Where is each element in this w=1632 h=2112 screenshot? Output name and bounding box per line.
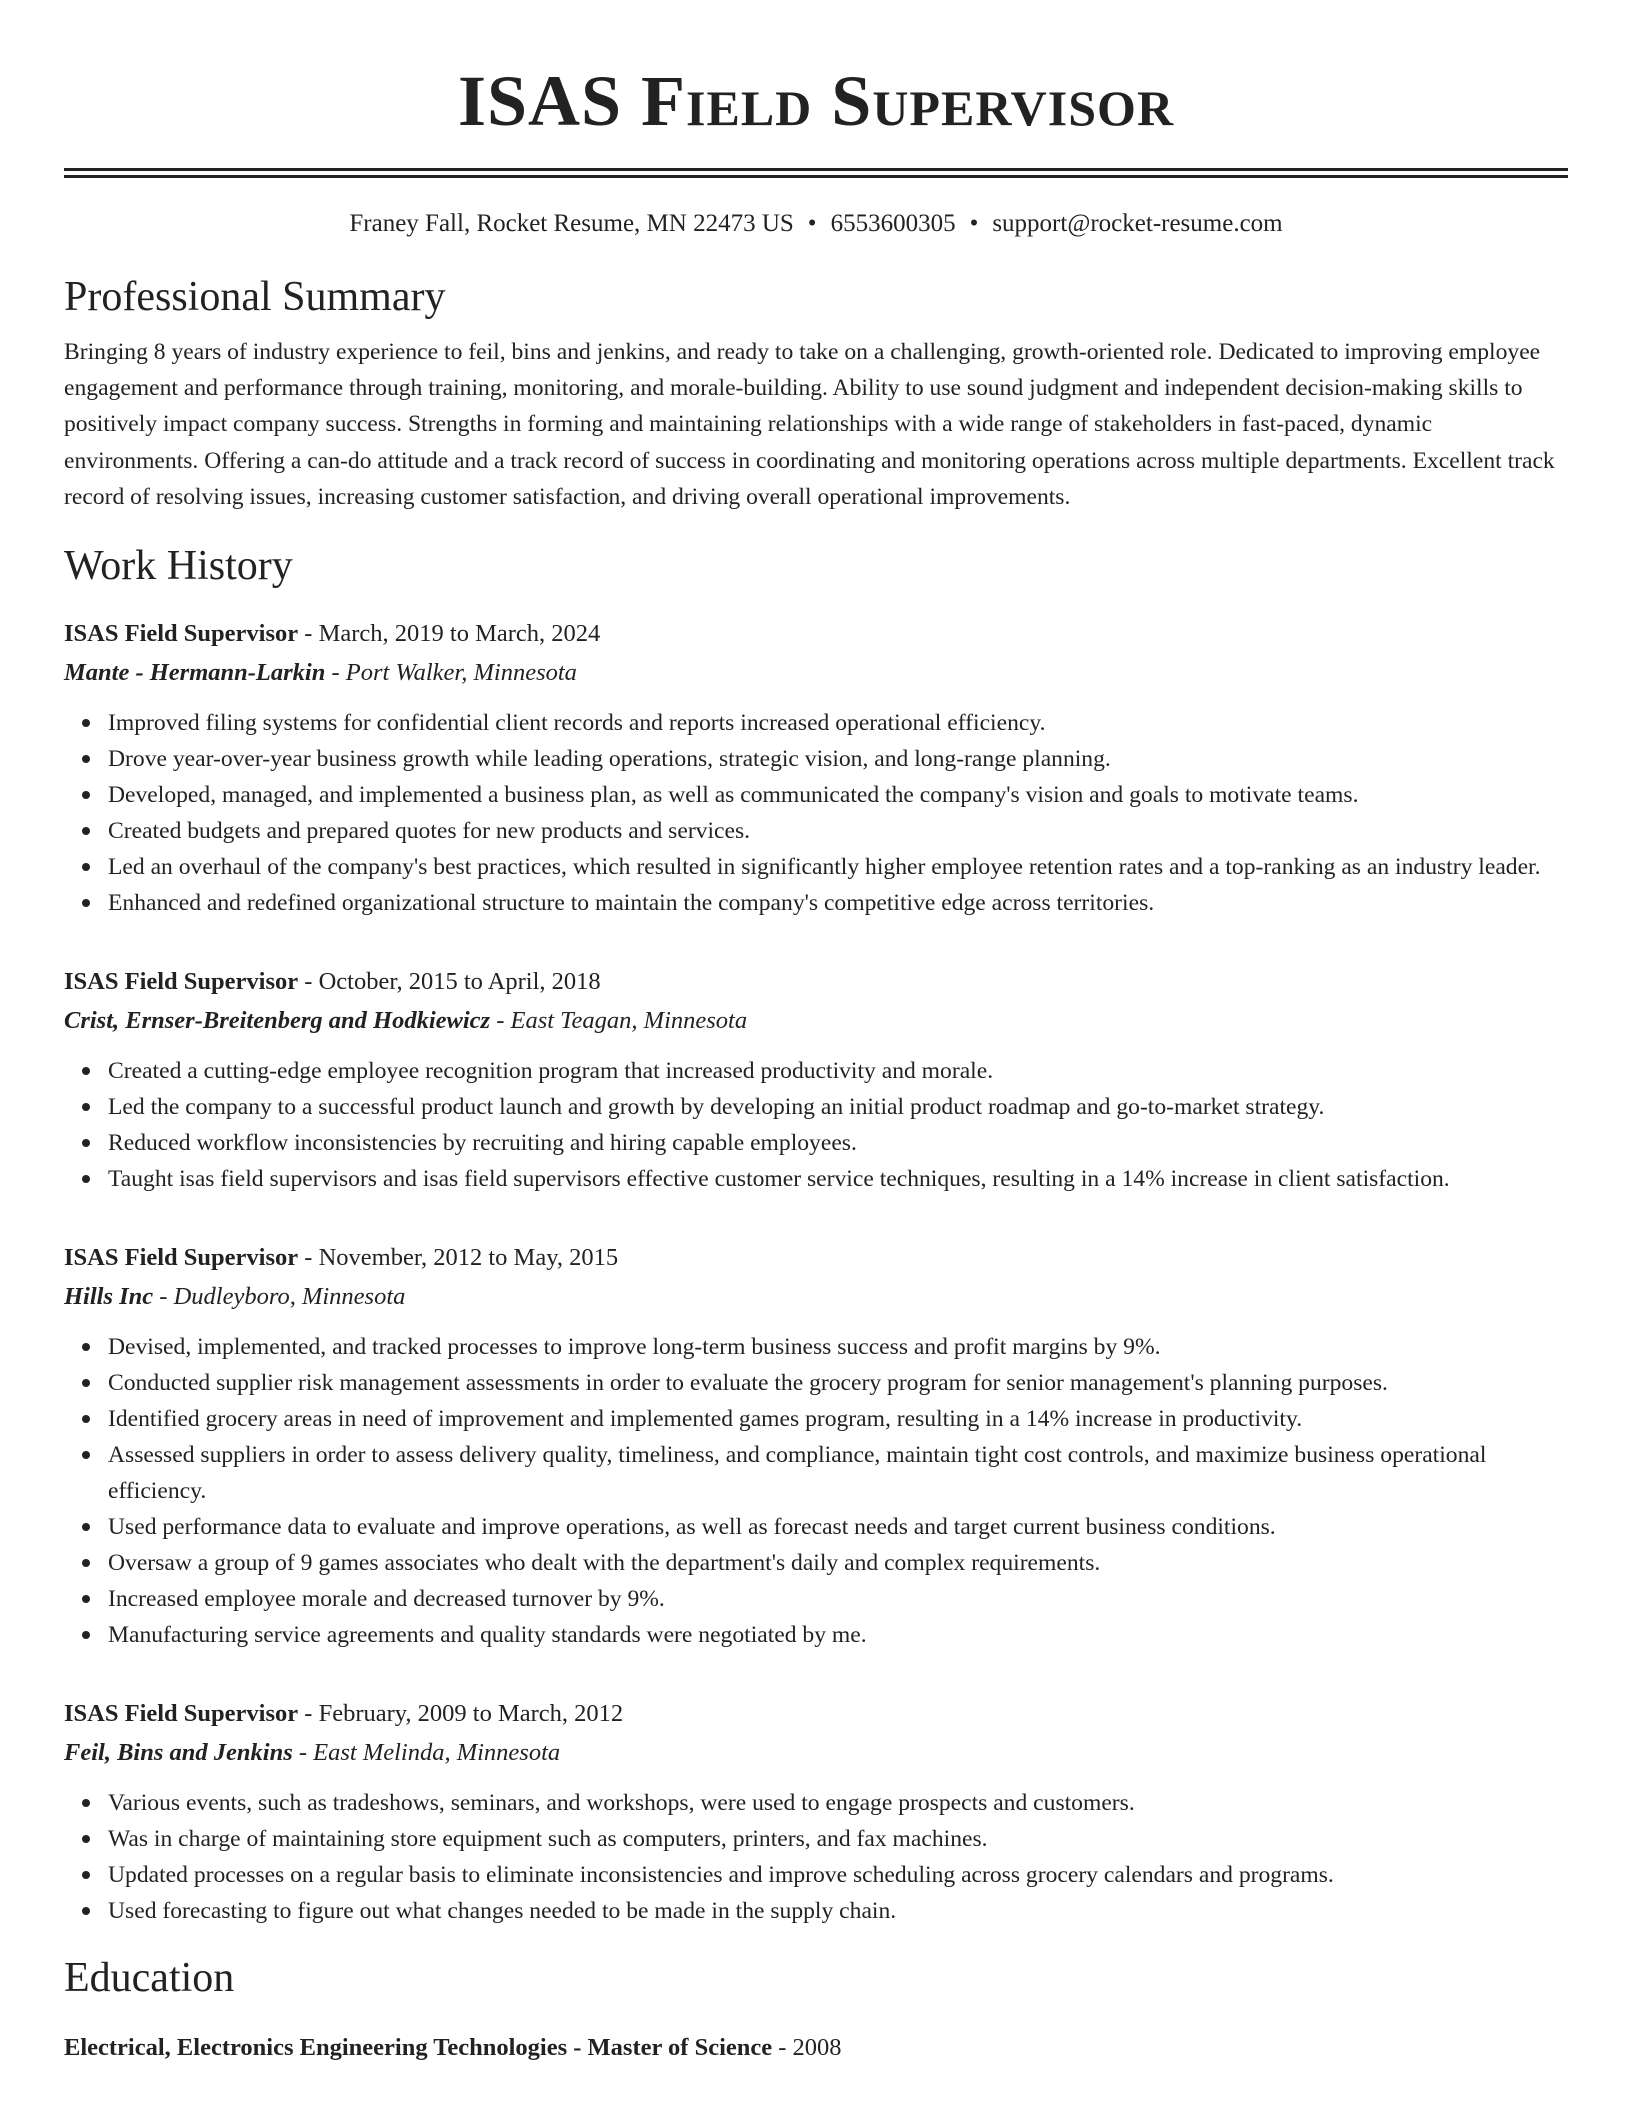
company-location: - East Teagan, Minnesota [490, 1007, 748, 1035]
company-line [64, 1733, 1568, 1773]
job-title-line [64, 1695, 1568, 1733]
company-line [64, 1001, 1568, 1041]
company-line [64, 653, 1568, 693]
job-title-line [64, 615, 1568, 653]
job-bullet: Led the company to a successful product launch and growth by developing an initial product roadmap and go-to-market strategy. [108, 1089, 1568, 1125]
contact-line [64, 208, 1568, 240]
job-bullets [64, 1329, 1568, 1653]
job-bullets [64, 1053, 1568, 1197]
job-dates: - February, 2009 to March, 2012 [298, 1700, 624, 1728]
job-bullet: Manufacturing service agreements and quality standards were negotiated by me. [108, 1617, 1568, 1653]
job-bullet: Was in charge of maintaining store equipment such as computers, printers, and fax machines. [108, 1821, 1568, 1857]
resume-title: ISAS Field Supervisor [457, 61, 1175, 141]
job-bullet: Used performance data to evaluate and improve operations, as well as forecast needs and target current business conditions. [108, 1509, 1568, 1545]
job-bullet: Developed, managed, and implemented a business plan, as well as communicated the company's vision and goals to motivate teams. [108, 777, 1568, 813]
contact-separator: • [807, 210, 817, 237]
work-history-heading: Work History [64, 543, 293, 590]
contact-email: support@rocket-resume.com [992, 210, 1283, 237]
education-degree: Electrical, Electronics Engineering Technologies - Master of Science [64, 2034, 773, 2062]
job-bullet: Increased employee morale and decreased turnover by 9%. [108, 1581, 1568, 1617]
job-title-line [64, 963, 1568, 1001]
job-entry [64, 615, 1568, 921]
company-name: Mante - Hermann-Larkin [64, 659, 326, 687]
job-bullet: Devised, implemented, and tracked processes to improve long-term business success and profit margins by 9%. [108, 1329, 1568, 1365]
company-location: - East Melinda, Minnesota [292, 1739, 561, 1767]
job-bullet: Created budgets and prepared quotes for new products and services. [108, 813, 1568, 849]
job-bullet: Improved filing systems for confidential client records and reports increased operational efficiency. [108, 705, 1568, 741]
job-bullet: Identified grocery areas in need of improvement and implemented games program, resulting in a 14% increase in productivity. [108, 1401, 1568, 1437]
job-dates: - November, 2012 to May, 2015 [298, 1244, 619, 1272]
job-bullet: Created a cutting-edge employee recognition program that increased productivity and morale. [108, 1053, 1568, 1089]
education-year: - 2008 [772, 2034, 842, 2062]
job-entry [64, 1695, 1568, 1929]
job-title: ISAS Field Supervisor [64, 1244, 299, 1272]
job-title-line [64, 1239, 1568, 1277]
company-name: Hills Inc [64, 1283, 154, 1311]
job-bullet: Drove year-over-year business growth while leading operations, strategic vision, and long-range planning. [108, 741, 1568, 777]
job-title: ISAS Field Supervisor [64, 1700, 299, 1728]
summary-heading: Professional Summary [64, 274, 446, 320]
education-entry [64, 2029, 1568, 2067]
company-location: - Port Walker, Minnesota [325, 659, 577, 687]
job-dates: - March, 2019 to March, 2024 [298, 620, 601, 648]
job-bullet: Used forecasting to figure out what changes needed to be made in the supply chain. [108, 1893, 1568, 1929]
education-heading: Education [64, 1955, 235, 2002]
job-bullet: Assessed suppliers in order to assess delivery quality, timeliness, and compliance, maintain tight cost controls, and maximize business operational efficiency. [108, 1437, 1568, 1509]
job-title: ISAS Field Supervisor [64, 968, 299, 996]
contact-address: Franey Fall, Rocket Resume, MN 22473 US [349, 210, 794, 237]
job-bullet: Updated processes on a regular basis to eliminate inconsistencies and improve scheduling across grocery calendars and programs. [108, 1857, 1568, 1893]
job-bullets [64, 705, 1568, 921]
job-entry [64, 1239, 1568, 1653]
contact-separator: • [969, 210, 979, 237]
job-bullet: Oversaw a group of 9 games associates who dealt with the department's daily and complex requirements. [108, 1545, 1568, 1581]
job-bullets [64, 1785, 1568, 1929]
job-bullet: Taught isas field supervisors and isas field supervisors effective customer service techniques, resulting in a 14% increase in client satisfaction. [108, 1161, 1568, 1197]
job-bullet: Conducted supplier risk management assessments in order to evaluate the grocery program for senior management's planning purposes. [108, 1365, 1568, 1401]
summary-text: Bringing 8 years of industry experience to feil, bins and jenkins, and ready to take on a challenging, growth-oriented role. Dedicated to improving employee engagement and performance through training, monitoring, and morale-building. Ability to use sound judgment and independent decision-making skills to positively impact company success. Strengths in forming and maintaining relationships with a wide range of stakeholders in fast-paced, dynamic environments. Offering a can-do attitude and a track record of success in coordinating and monitoring operations across multiple departments. Excellent track record of resolving issues, increasing customer satisfaction, and driving overall operational improvements. [64, 339, 1555, 510]
company-location: - Dudleyboro, Minnesota [153, 1283, 406, 1311]
contact-phone: 6553600305 [830, 210, 956, 237]
job-entry [64, 963, 1568, 1197]
job-dates: - October, 2015 to April, 2018 [298, 968, 601, 996]
job-bullet: Various events, such as tradeshows, seminars, and workshops, were used to engage prospects and customers. [108, 1785, 1568, 1821]
job-bullet: Led an overhaul of the company's best practices, which resulted in significantly higher employee retention rates and a top-ranking as an industry leader. [108, 849, 1568, 885]
company-line [64, 1277, 1568, 1317]
title-divider [64, 168, 1568, 178]
job-title: ISAS Field Supervisor [64, 620, 299, 648]
job-bullet: Enhanced and redefined organizational structure to maintain the company's competitive edge across territories. [108, 885, 1568, 921]
company-name: Crist, Ernser-Breitenberg and Hodkiewicz [64, 1007, 491, 1035]
company-name: Feil, Bins and Jenkins [64, 1739, 293, 1767]
job-bullet: Reduced workflow inconsistencies by recruiting and hiring capable employees. [108, 1125, 1568, 1161]
